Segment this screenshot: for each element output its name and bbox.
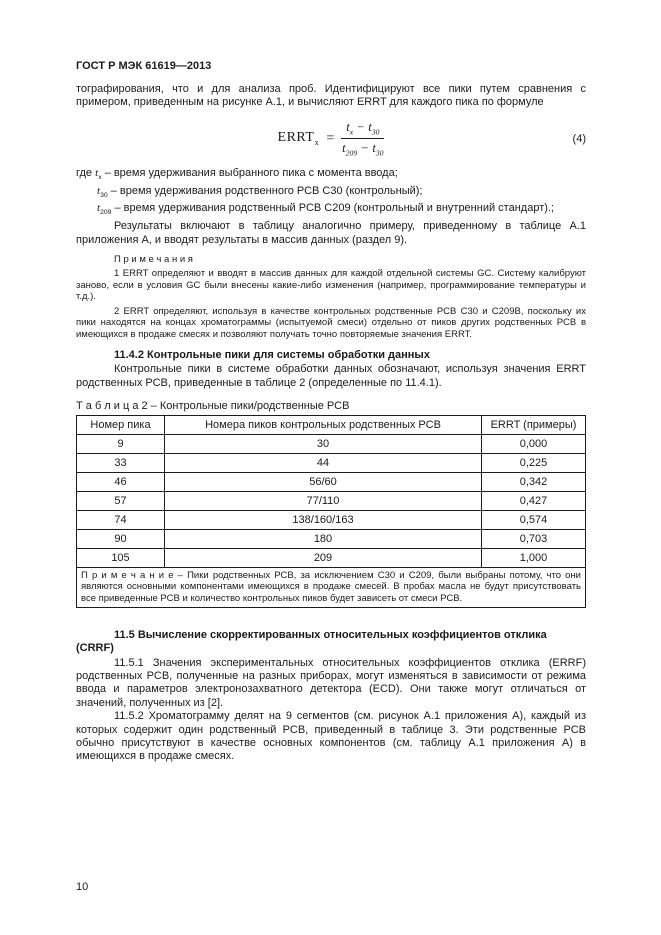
minus-sign: − bbox=[361, 141, 369, 156]
table-header-cell: Номера пиков контрольных родственных РСВ bbox=[165, 416, 482, 435]
definitions-list bbox=[76, 167, 586, 220]
table-cell: 0,703 bbox=[482, 530, 586, 549]
section-11-4-2-body: Контрольные пики в системе обработки данных обозначают, используя значения ERRT родственных РСВ, приведенные в таблице 2 (определенные по 11.4.1). bbox=[76, 363, 586, 389]
table-note-row bbox=[77, 568, 586, 608]
table-header-cell: Номер пика bbox=[77, 416, 165, 435]
definition-line bbox=[76, 185, 586, 203]
table-cell: 0,000 bbox=[482, 435, 586, 454]
table-cell: 0,427 bbox=[482, 492, 586, 511]
definition-text: – время удерживания выбранного пика с момента ввода; bbox=[101, 166, 398, 179]
table-cell: 56/60 bbox=[165, 473, 482, 492]
denominator-sub-2: 30 bbox=[375, 148, 384, 158]
minus-sign: − bbox=[357, 119, 365, 134]
table-header-cell: ERRT (примеры) bbox=[482, 416, 586, 435]
table-note: П р и м е ч а н и е – Пики родственных РСВ, за исключением С30 и С209, были выбраны потому, что они являются основными компонентами имеющихся в продаже смесей. В пробах масла не будут присутствовать все приведенные РСВ и количество контрольных пиков будет зависеть от смеси РСВ. bbox=[77, 568, 586, 608]
equation-number: (4) bbox=[572, 132, 586, 145]
definition-lead: где bbox=[76, 166, 96, 179]
section-11-4-2-heading: 11.4.2 Контрольные пики для системы обработки данных bbox=[114, 348, 430, 361]
numerator-sub-2: 30 bbox=[371, 127, 380, 137]
table-row bbox=[77, 454, 586, 473]
notes-block bbox=[76, 254, 586, 340]
definition-var: t bbox=[97, 202, 101, 215]
formula-lhs-name: ERRT bbox=[277, 130, 315, 146]
definition-subscript: 30 bbox=[100, 191, 108, 199]
formula-expression bbox=[278, 120, 385, 158]
table-cell: 74 bbox=[77, 511, 165, 530]
table-cell: 0,574 bbox=[482, 511, 586, 530]
formula-lhs bbox=[278, 130, 320, 147]
definition-text: – время удерживания родственного РСВ С30 (контрольный); bbox=[107, 184, 423, 197]
table-row bbox=[77, 435, 586, 454]
table-cell: 33 bbox=[77, 454, 165, 473]
table-row bbox=[77, 549, 586, 568]
paragraph-11-5-2: 11.5.2 Хроматограмму делят на 9 сегментов (см. рисунок А.1 приложения А), каждый из которых содержит один родственный РСВ, приведенный в таблице 3. Эти родственные РСВ обычно присутствуют в качестве основных компонентов (см. таблицу А.1 приложения А) в имеющихся в продаже смесях. bbox=[76, 710, 586, 763]
table-cell: 180 bbox=[165, 530, 482, 549]
table-cell: 30 bbox=[165, 435, 482, 454]
numerator-var-1: t bbox=[346, 119, 350, 134]
definition-var: t bbox=[97, 184, 101, 197]
formula-fraction bbox=[341, 120, 384, 158]
table-cell: 44 bbox=[165, 454, 482, 473]
definition-line bbox=[76, 167, 586, 185]
page-number: 10 bbox=[76, 881, 89, 893]
results-paragraph: Результаты включают в таблицу аналогично примеру, приведенному в таблице А.1 приложения А, и вводят результаты в массив данных (раздел 9). bbox=[76, 220, 586, 246]
fraction-numerator bbox=[341, 120, 384, 140]
doc-header: ГОСТ Р МЭК 61619—2013 bbox=[76, 60, 212, 72]
table-2-caption: Т а б л и ц а 2 – Контрольные пики/родственные РСВ bbox=[76, 400, 350, 413]
paragraph-11-5-1: 11.5.1 Значения экспериментальных относительных коэффициентов отклика (ERRF) родственных РСВ, полученные на разных приборах, могут изменяться в зависимости от режима ввода и параметров электронозахватного детектора (ECD). Они также могут отличаться от значений, полученных из [2]. bbox=[76, 656, 586, 709]
definition-text: – время удерживания родственный РСВ С209 (контрольный и внутренний стандарт).; bbox=[111, 202, 555, 215]
definition-var: t bbox=[95, 166, 99, 179]
intro-paragraph: тографирования, что и для анализа проб. Идентифицируют все пики путем сравнения с примером, приведенным на рисунке А.1, и вычисляют ERRT для каждого пика по формуле bbox=[76, 83, 586, 109]
definition-subscript: 209 bbox=[100, 209, 112, 217]
table-row bbox=[77, 492, 586, 511]
control-peaks-table bbox=[76, 415, 586, 608]
note-2: 2 ERRT определяют, используя в качестве контрольных родственные РСВ С30 и С209В, поскольку их пики находятся на концах хроматограммы (испытуемой смеси) отдельно от пиков других родственных РСВ в имеющихся в продаже смесях и позволяют получать точно повторяемые значения ERRT. bbox=[76, 305, 586, 340]
table-row bbox=[77, 530, 586, 549]
table-cell: 77/110 bbox=[165, 492, 482, 511]
table-header-row bbox=[77, 416, 586, 435]
fraction-denominator bbox=[341, 139, 384, 158]
table-cell: 57 bbox=[77, 492, 165, 511]
table-cell: 138/160/163 bbox=[165, 511, 482, 530]
table-cell: 0,342 bbox=[482, 473, 586, 492]
denominator-var-1: t bbox=[342, 141, 346, 156]
note-1: 1 ERRT определяют и вводят в массив данных для каждой отдельной системы GC. Систему калибруют заново, если в условия GC были внесены какие-либо изменения (например, программирование температуры и т.д.). bbox=[76, 268, 586, 303]
table-cell: 0,225 bbox=[482, 454, 586, 473]
formula bbox=[76, 120, 586, 158]
notes-title: П р и м е ч а н и я bbox=[114, 253, 193, 265]
table-cell: 1,000 bbox=[482, 549, 586, 568]
numerator-sub-1: x bbox=[349, 127, 354, 137]
table-row bbox=[77, 511, 586, 530]
numerator-var-2: t bbox=[368, 119, 372, 134]
definition-line bbox=[76, 202, 586, 220]
denominator-var-2: t bbox=[372, 141, 376, 156]
definition-subscript: x bbox=[98, 174, 102, 181]
equals-sign: = bbox=[326, 130, 335, 146]
table-cell: 46 bbox=[77, 473, 165, 492]
table-cell: 9 bbox=[77, 435, 165, 454]
formula-lhs-subscript: x bbox=[314, 137, 320, 148]
section-11-5-heading: 11.5 Вычисление скорректированных относительных коэффициентов отклика (CRRF) bbox=[76, 628, 547, 655]
table-cell: 105 bbox=[77, 549, 165, 568]
denominator-sub-1: 209 bbox=[345, 148, 358, 158]
table-row bbox=[77, 473, 586, 492]
table-cell: 209 bbox=[165, 549, 482, 568]
table-cell: 90 bbox=[77, 530, 165, 549]
page-content bbox=[76, 60, 586, 764]
